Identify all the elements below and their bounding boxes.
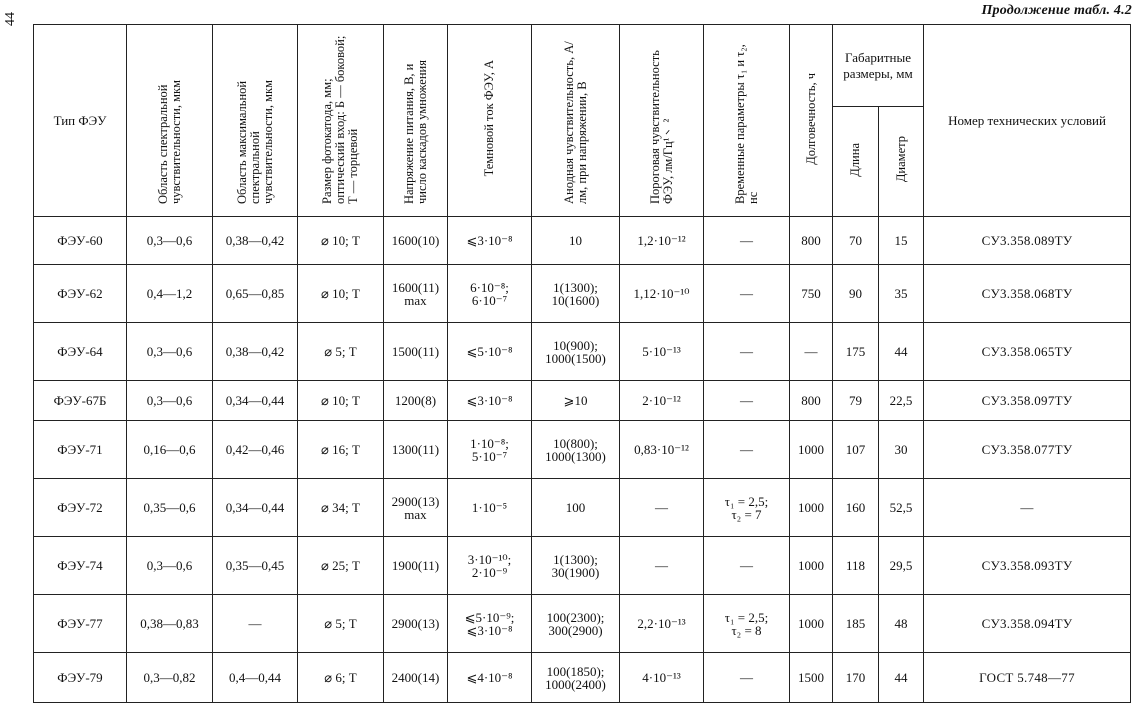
cell-cathode: ⌀ 5; Т: [298, 595, 384, 653]
cell-type: ФЭУ-72: [34, 479, 127, 537]
cell-spectral: 0,3—0,6: [127, 381, 213, 421]
cell-anode-line-2: 1000(1500): [545, 350, 606, 366]
table-continuation-caption: Продолжение табл. 4.2: [981, 3, 1132, 18]
cell-diameter: 52,5: [879, 479, 924, 537]
cell-time: —: [704, 265, 790, 323]
table-row: [34, 217, 1131, 265]
cell-length: 160: [833, 479, 879, 537]
page-number: 44: [3, 12, 18, 26]
cell-dark-line-2: 5·10⁻⁷: [471, 448, 508, 464]
cell-tech-conditions: СУ3.358.094ТУ: [924, 595, 1131, 653]
cell-lifetime: 800: [790, 217, 833, 265]
cell-dark-current: ⩽3·10⁻⁸: [448, 217, 532, 265]
cell-spectral: 0,38—0,83: [127, 595, 213, 653]
cell-diameter: 15: [879, 217, 924, 265]
cell-time-line-1: τ₁ = 2,5;: [724, 493, 769, 509]
cell-diameter: 44: [879, 653, 924, 703]
cell-voltage: 1300(11): [384, 421, 448, 479]
cell-lifetime: 1000: [790, 421, 833, 479]
cell-max-spectral: 0,34—0,44: [213, 381, 298, 421]
cell-time: —: [704, 381, 790, 421]
cell-length: 79: [833, 381, 879, 421]
cell-anode: [532, 537, 620, 595]
cell-time: [704, 595, 790, 653]
cell-voltage: [384, 265, 448, 323]
cell-dark-current: 1·10⁻⁵: [448, 479, 532, 537]
cell-max-spectral: 0,38—0,42: [213, 217, 298, 265]
cell-time: —: [704, 323, 790, 381]
cell-dark-line-1: 6·10⁻⁸;: [470, 279, 509, 295]
cell-threshold: 5·10⁻¹³: [620, 323, 704, 381]
cell-dark-current: ⩽5·10⁻⁸: [448, 323, 532, 381]
cell-voltage-line-1: 1600(11): [391, 279, 440, 295]
cell-dark-current: [448, 595, 532, 653]
header-max-spectral-range: Область максимальной спектральной чувствительности, мкм: [213, 25, 298, 217]
cell-anode-line-2: 30(1900): [551, 564, 600, 580]
cell-type: ФЭУ-77: [34, 595, 127, 653]
cell-time-line-1: τ₁ = 2,5;: [724, 609, 769, 625]
cell-tech-conditions: СУ3.358.089ТУ: [924, 217, 1131, 265]
cell-anode: 100: [532, 479, 620, 537]
cell-cathode: ⌀ 25; Т: [298, 537, 384, 595]
cell-max-spectral: 0,34—0,44: [213, 479, 298, 537]
cell-anode-line-2: 300(2900): [548, 622, 603, 638]
cell-anode: [532, 595, 620, 653]
cell-tech-conditions: СУ3.358.093ТУ: [924, 537, 1131, 595]
cell-anode-line-1: 100(2300);: [546, 609, 605, 625]
cell-voltage: 1200(8): [384, 381, 448, 421]
cell-anode-line-2: 1000(2400): [545, 676, 606, 692]
header-dimensions: Габаритные размеры, мм: [833, 25, 924, 107]
cell-threshold: 2,2·10⁻¹³: [620, 595, 704, 653]
header-diameter: Диаметр: [879, 107, 924, 217]
cell-threshold: 4·10⁻¹³: [620, 653, 704, 703]
cell-voltage-line-2: max: [404, 292, 427, 308]
cell-voltage: 1900(11): [384, 537, 448, 595]
table-row: [34, 479, 1131, 537]
cell-time-line-2: τ₂ = 7: [731, 506, 762, 522]
cell-voltage: 2900(13): [384, 595, 448, 653]
cell-time: —: [704, 653, 790, 703]
cell-max-spectral: 0,65—0,85: [213, 265, 298, 323]
cell-diameter: 48: [879, 595, 924, 653]
cell-dark-line-1: 1·10⁻⁸;: [470, 435, 509, 451]
table-header-row-1: [34, 25, 1131, 107]
cell-max-spectral: —: [213, 595, 298, 653]
cell-threshold: 1,2·10⁻¹²: [620, 217, 704, 265]
cell-lifetime: 1000: [790, 479, 833, 537]
header-spectral-range: Область спектральной чувствительности, мкм: [127, 25, 213, 217]
cell-diameter: 44: [879, 323, 924, 381]
header-supply-voltage: Напряжение питания, В, и число каскадов умножения: [384, 25, 448, 217]
cell-tech-conditions: СУ3.358.068ТУ: [924, 265, 1131, 323]
cell-anode-line-1: 10(900);: [553, 337, 598, 353]
cell-anode-line-1: 10(800);: [553, 435, 598, 451]
cell-length: 90: [833, 265, 879, 323]
cell-type: ФЭУ-67Б: [34, 381, 127, 421]
cell-anode: [532, 323, 620, 381]
cell-voltage: [384, 479, 448, 537]
cell-type: ФЭУ-62: [34, 265, 127, 323]
cell-threshold: —: [620, 479, 704, 537]
cell-spectral: 0,3—0,6: [127, 323, 213, 381]
cell-time-line-2: τ₂ = 8: [731, 622, 762, 638]
header-time-parameters: Временные параметры τ₁ и τ₂, нс: [704, 25, 790, 217]
cell-threshold: 0,83·10⁻¹²: [620, 421, 704, 479]
cell-anode-line-2: 1000(1300): [545, 448, 606, 464]
cell-lifetime: 750: [790, 265, 833, 323]
cell-spectral: 0,3—0,6: [127, 537, 213, 595]
cell-type: ФЭУ-64: [34, 323, 127, 381]
cell-tech-conditions: СУ3.358.077ТУ: [924, 421, 1131, 479]
cell-length: 170: [833, 653, 879, 703]
cell-tech-conditions: СУ3.358.065ТУ: [924, 323, 1131, 381]
cell-cathode: ⌀ 10; Т: [298, 381, 384, 421]
cell-threshold: 2·10⁻¹²: [620, 381, 704, 421]
table-row: [34, 653, 1131, 703]
cell-lifetime: 1000: [790, 537, 833, 595]
cell-length: 175: [833, 323, 879, 381]
cell-spectral: 0,35—0,6: [127, 479, 213, 537]
cell-cathode: ⌀ 10; Т: [298, 217, 384, 265]
cell-voltage-line-1: 2900(13): [391, 493, 440, 509]
cell-time: —: [704, 537, 790, 595]
cell-diameter: 22,5: [879, 381, 924, 421]
cell-anode: [532, 653, 620, 703]
cell-length: 185: [833, 595, 879, 653]
cell-anode: [532, 421, 620, 479]
cell-dark-line-2: ⩽3·10⁻⁸: [466, 622, 513, 638]
cell-voltage: 1500(11): [384, 323, 448, 381]
cell-dark-current: [448, 265, 532, 323]
cell-voltage: 1600(10): [384, 217, 448, 265]
cell-lifetime: 1000: [790, 595, 833, 653]
cell-max-spectral: 0,38—0,42: [213, 323, 298, 381]
table-row: [34, 323, 1131, 381]
cell-time: —: [704, 421, 790, 479]
cell-dark-line-2: 6·10⁻⁷: [471, 292, 508, 308]
cell-spectral: 0,3—0,82: [127, 653, 213, 703]
cell-dark-current: [448, 537, 532, 595]
cell-anode-line-1: 100(1850);: [546, 663, 605, 679]
cell-anode-line-1: 1(1300);: [553, 279, 598, 295]
cell-time: —: [704, 217, 790, 265]
cell-time: [704, 479, 790, 537]
cell-type: ФЭУ-71: [34, 421, 127, 479]
cell-spectral: 0,4—1,2: [127, 265, 213, 323]
cell-dark-current: ⩽3·10⁻⁸: [448, 381, 532, 421]
header-lifetime: Долговечность, ч: [790, 25, 833, 217]
header-threshold-sensitivity: Пороговая чувствительность ФЭУ, лм/Гц¹ᐟ²: [620, 25, 704, 217]
cell-dark-current: [448, 421, 532, 479]
cell-cathode: ⌀ 16; Т: [298, 421, 384, 479]
cell-dark-line-1: 3·10⁻¹⁰;: [467, 551, 512, 567]
cell-dark-line-2: 2·10⁻⁹: [471, 564, 508, 580]
cell-anode-line-2: 10(1600): [551, 292, 600, 308]
cell-tech-conditions: —: [924, 479, 1131, 537]
cell-lifetime: —: [790, 323, 833, 381]
cell-max-spectral: 0,42—0,46: [213, 421, 298, 479]
cell-length: 70: [833, 217, 879, 265]
header-length: Длина: [833, 107, 879, 217]
cell-voltage: 2400(14): [384, 653, 448, 703]
cell-cathode: ⌀ 5; Т: [298, 323, 384, 381]
cell-type: ФЭУ-74: [34, 537, 127, 595]
table-row: [34, 265, 1131, 323]
header-cathode-size: Размер фотокатода, мм; оптический вход: Б — боковой; Т — торцевой: [298, 25, 384, 217]
cell-tech-conditions: СУ3.358.097ТУ: [924, 381, 1131, 421]
header-dark-current: Темновой ток ФЭУ, А: [448, 25, 532, 217]
table-row: [34, 595, 1131, 653]
cell-threshold: 1,12·10⁻¹⁰: [620, 265, 704, 323]
cell-lifetime: 1500: [790, 653, 833, 703]
cell-length: 107: [833, 421, 879, 479]
pmt-spec-table: [33, 24, 1131, 703]
cell-spectral: 0,3—0,6: [127, 217, 213, 265]
cell-cathode: ⌀ 10; Т: [298, 265, 384, 323]
table-row: [34, 537, 1131, 595]
cell-threshold: —: [620, 537, 704, 595]
table-row: [34, 421, 1131, 479]
cell-diameter: 30: [879, 421, 924, 479]
cell-tech-conditions: ГОСТ 5.748—77: [924, 653, 1131, 703]
cell-anode: ⩾10: [532, 381, 620, 421]
cell-type: ФЭУ-79: [34, 653, 127, 703]
cell-lifetime: 800: [790, 381, 833, 421]
header-type: Тип ФЭУ: [34, 25, 127, 217]
cell-length: 118: [833, 537, 879, 595]
cell-max-spectral: 0,4—0,44: [213, 653, 298, 703]
cell-dark-current: ⩽4·10⁻⁸: [448, 653, 532, 703]
cell-spectral: 0,16—0,6: [127, 421, 213, 479]
table-row: [34, 381, 1131, 421]
header-tech-conditions: Номер технических условий: [924, 25, 1131, 217]
cell-anode: 10: [532, 217, 620, 265]
header-anode-sensitivity: Анодная чувствительность, А/лм, при напряжении, В: [532, 25, 620, 217]
cell-cathode: ⌀ 34; Т: [298, 479, 384, 537]
cell-max-spectral: 0,35—0,45: [213, 537, 298, 595]
cell-voltage-line-2: max: [404, 506, 427, 522]
cell-anode-line-1: 1(1300);: [553, 551, 598, 567]
cell-diameter: 29,5: [879, 537, 924, 595]
cell-type: ФЭУ-60: [34, 217, 127, 265]
cell-dark-line-1: ⩽5·10⁻⁹;: [464, 609, 515, 625]
cell-anode: [532, 265, 620, 323]
cell-diameter: 35: [879, 265, 924, 323]
cell-cathode: ⌀ 6; Т: [298, 653, 384, 703]
